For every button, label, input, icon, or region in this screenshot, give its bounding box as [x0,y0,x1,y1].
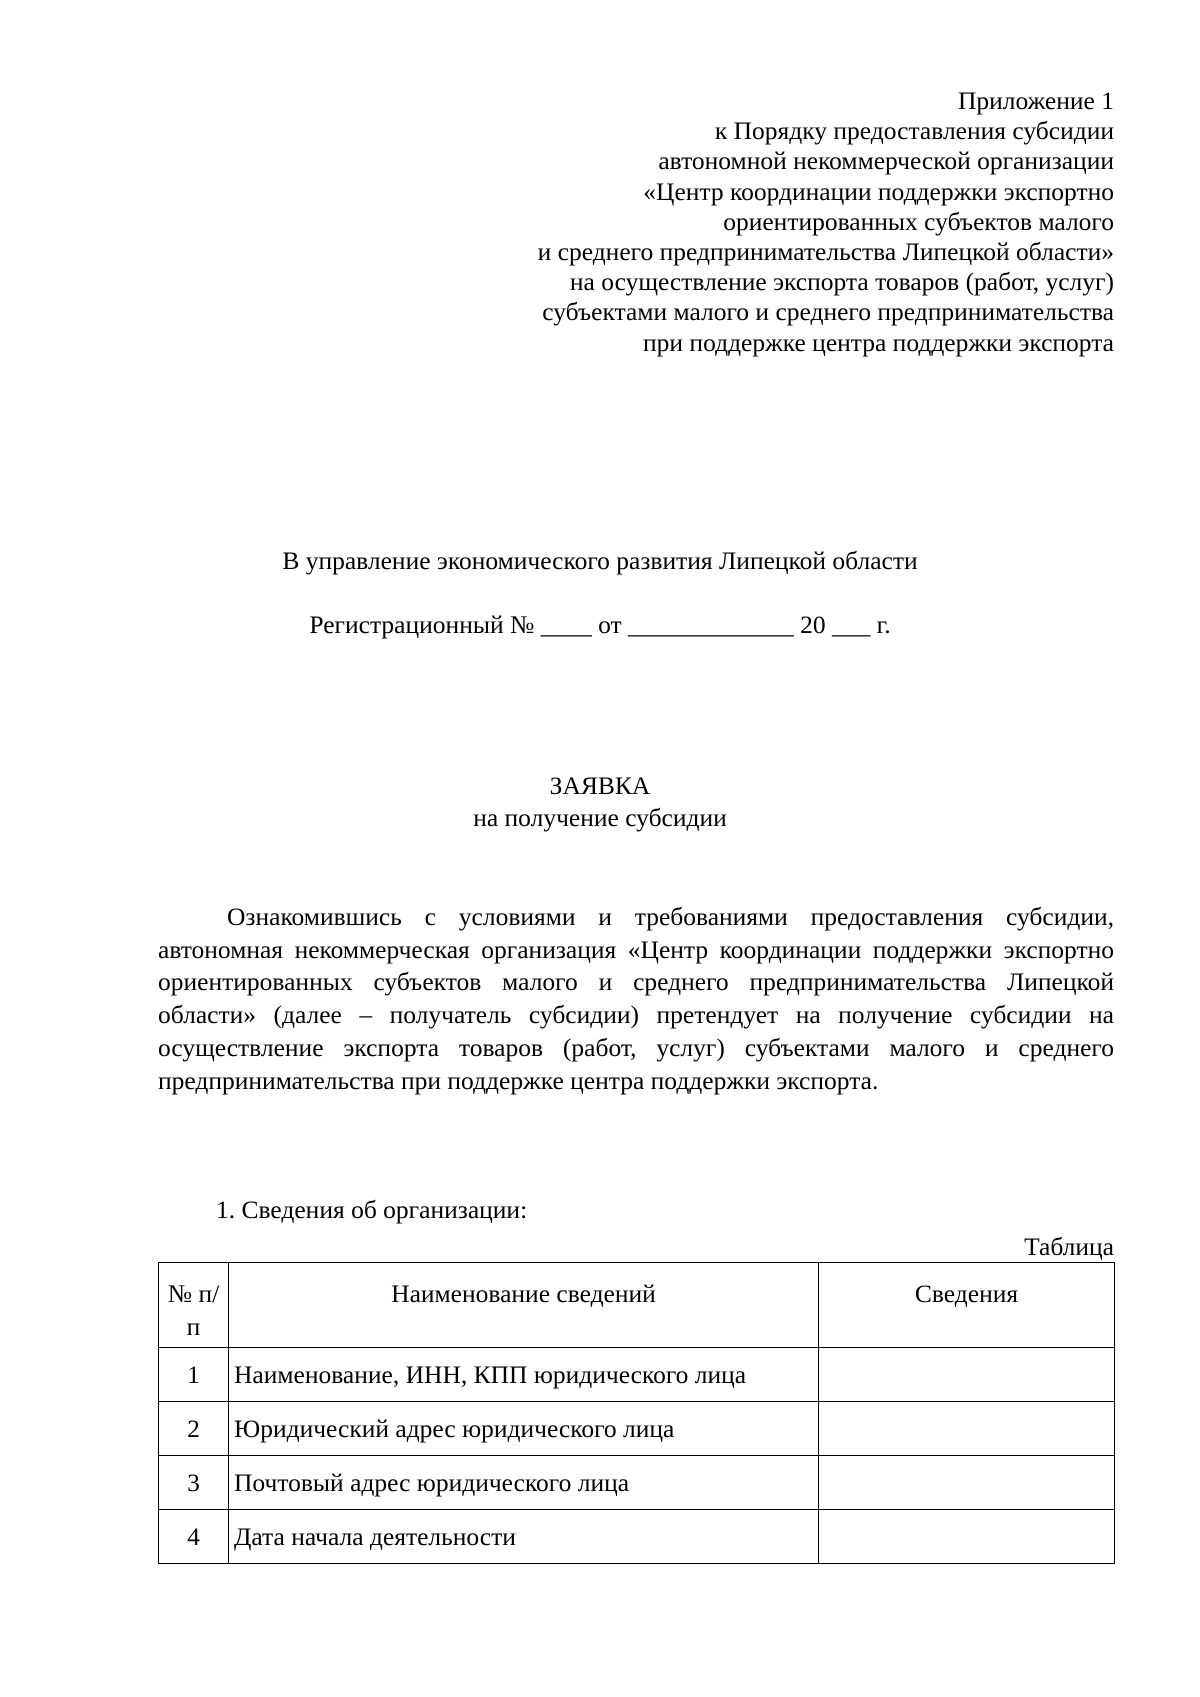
row-number: 3 [159,1456,229,1510]
appendix-line: автономной некоммерческой организации [658,146,1114,176]
row-value [819,1402,1115,1456]
appendix-line: Приложение 1 [958,86,1114,115]
registration-line [0,610,1200,640]
row-number: 2 [159,1402,229,1456]
registration-year-prefix: 20 [800,610,826,639]
registration-year-suffix: г. [876,610,891,639]
row-number: 4 [159,1510,229,1564]
table-row [159,1348,1115,1402]
appendix-line: к Порядку предоставления субсидии [714,116,1114,146]
registration-date-blank: _____________ [628,610,794,639]
row-name: Дата начала деятельности [229,1510,819,1564]
intro-paragraph: Ознакомившись с условиями и требованиями предоставления субсидии, автономная некоммерческая организация «Центр координации поддержки экспортно ориентированных субъектов малого и среднего предпринимательства Липецкой области» (далее – получатель субсидии) претендует на получение субсидии на осуществление экспорта товаров (работ, услуг) субъектами малого и среднего предпринимательства при поддержке центра поддержки экспорта. [158,902,1114,1095]
row-name: Наименование, ИНН, КПП юридического лица [229,1348,819,1402]
table-caption: Таблица [1024,1232,1114,1261]
organization-info-table [158,1262,1115,1564]
row-value [819,1510,1115,1564]
appendix-line: и среднего предпринимательства Липецкой области» [537,237,1114,267]
column-header-value: Сведения [819,1263,1115,1348]
appendix-line: на осуществление экспорта товаров (работ, услуг) [569,267,1114,297]
row-name: Юридический адрес юридического лица [229,1402,819,1456]
row-value [819,1456,1115,1510]
table-row [159,1402,1115,1456]
registration-label: Регистрационный № [309,610,535,639]
column-header-name: Наименование сведений [229,1263,819,1348]
appendix-line: при поддержке центра поддержки экспорта [643,327,1114,357]
addressee: В управление экономического развития Липецкой области [282,546,918,575]
section-heading: 1. Сведения об организации: [216,1195,528,1224]
registration-number-blank: ____ [540,610,592,639]
registration-from-label: от [598,610,622,639]
row-value [819,1348,1115,1402]
table-header-row [159,1263,1115,1348]
title-main: ЗАЯВКА [549,771,651,800]
appendix-line: субъектами малого и среднего предпринимательства [542,297,1114,327]
registration-year-blank: ___ [832,610,871,639]
row-number: 1 [159,1348,229,1402]
appendix-header [394,86,1114,358]
document-title [0,770,1200,834]
appendix-line: «Центр координации поддержки экспортно [643,176,1114,206]
appendix-line: ориентированных субъектов малого [723,206,1114,236]
table-row [159,1456,1115,1510]
title-subtitle: на получение субсидии [473,803,727,832]
table-row [159,1510,1115,1564]
column-header-number: № п/п [159,1263,229,1348]
row-name: Почтовый адрес юридического лица [229,1456,819,1510]
